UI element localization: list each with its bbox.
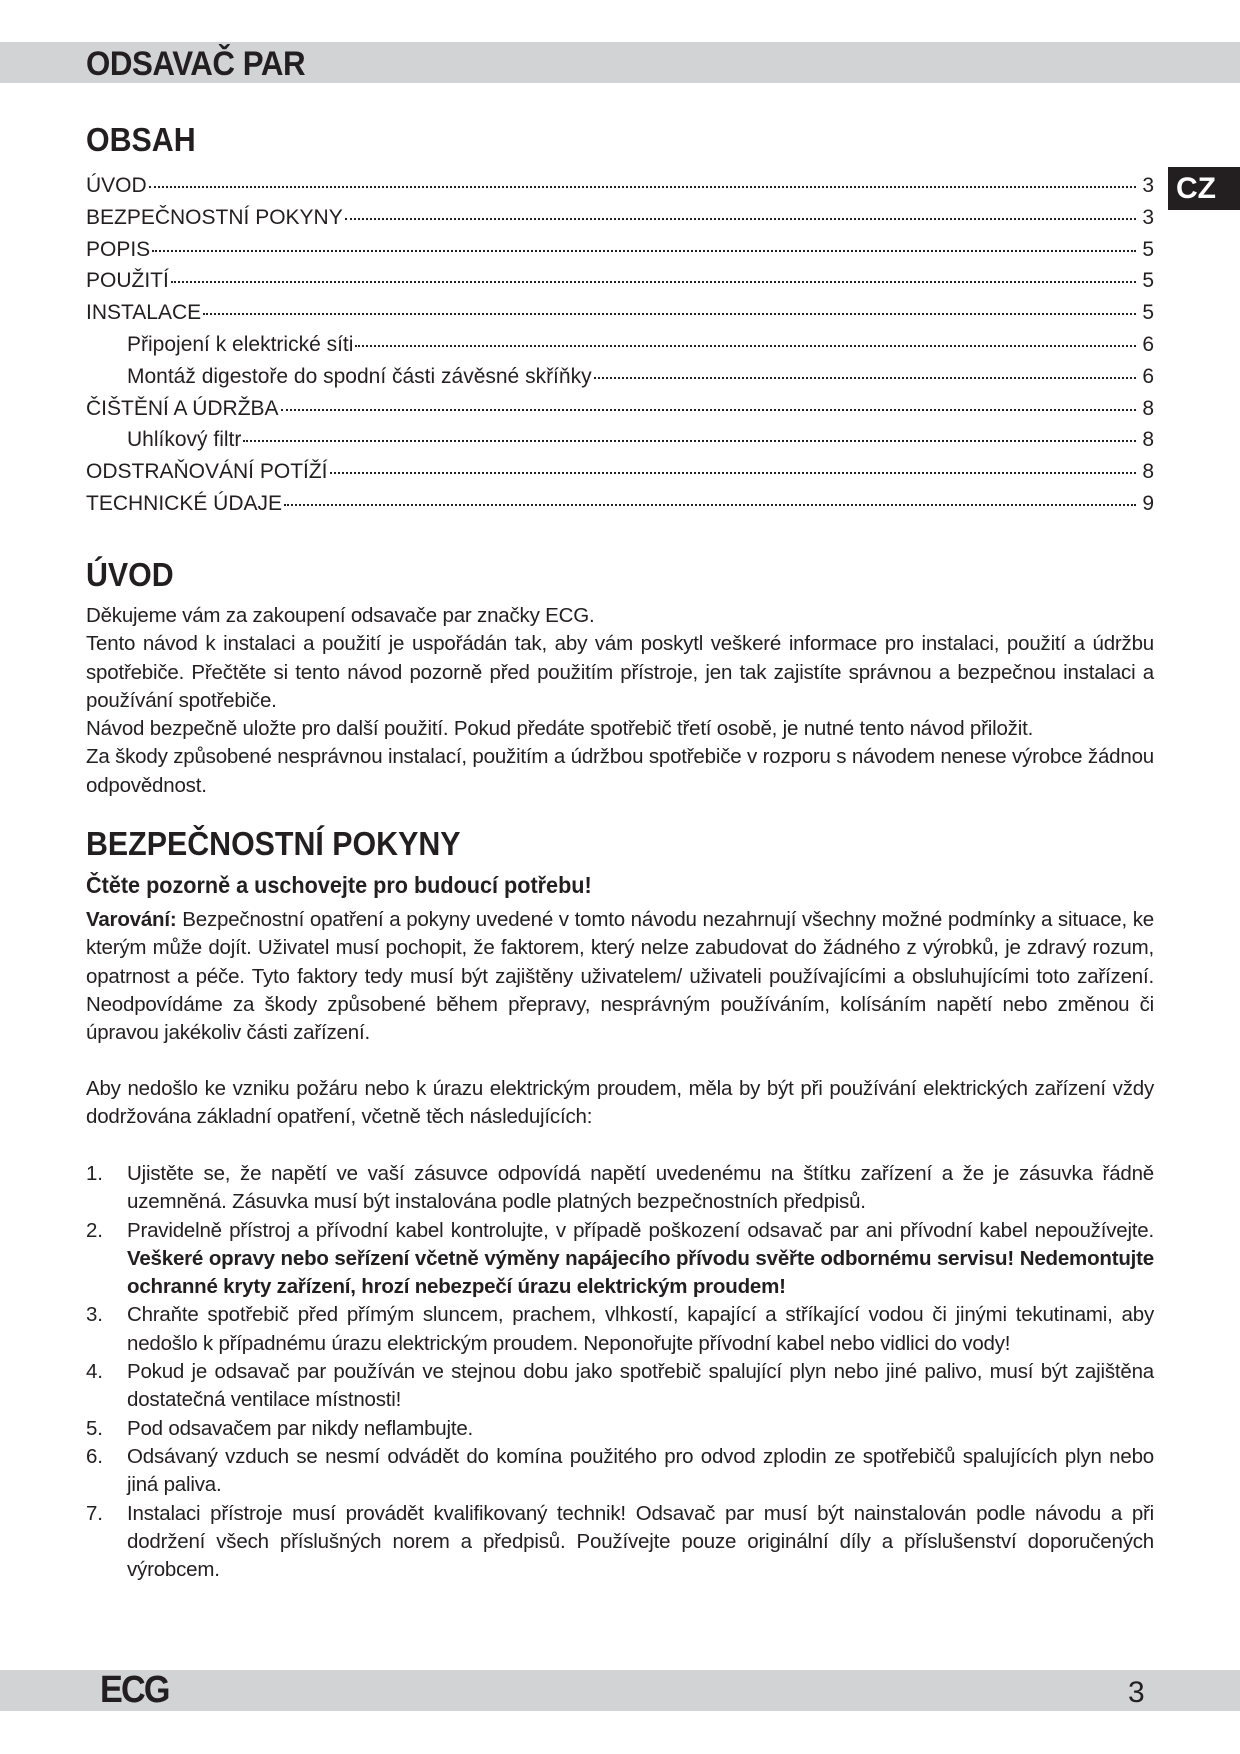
toc-entry-page: 9: [1142, 491, 1154, 515]
toc-leader-dots: [594, 377, 1136, 379]
toc-entry[interactable]: [86, 488, 1154, 520]
list-item-emphasis: Veškeré opravy nebo seřízení včetně výměny napájecího přívodu svěřte odbornému servisu! Nedemontujte ochranné kryty zařízení, hrozí nebezpečí úrazu elektrickým proudem!: [127, 1246, 1154, 1299]
intro-line: Děkujeme vám za zakoupení odsavače par značky ECG.: [86, 604, 595, 627]
toc-entry-label: BEZPEČNOSTNÍ POKYNY: [86, 205, 343, 229]
toc-leader-dots: [355, 345, 1136, 347]
safety-list-item: [86, 1160, 1154, 1217]
safety-list-item: [86, 1301, 1154, 1358]
list-item-text: Chraňte spotřebič před přímým sluncem, prachem, vlhkostí, kapající a stříkající vodou či jinými tekutinami, aby nedošlo k případnému úrazu elektrickým proudem. Neponořujte přívodní kabel nebo vidlici do vody!: [127, 1303, 1154, 1355]
toc-leader-dots: [330, 472, 1136, 474]
intro-line: Za škody způsobené nesprávnou instalací, použitím a údržbou spotřebiče v rozporu s návodem nenese výrobce žádnou odpovědnost.: [86, 745, 1154, 797]
toc-entry-page: 8: [1142, 428, 1154, 452]
toc-entry-label: Montáž digestoře do spodní části závěsné skříňky: [127, 364, 592, 388]
list-item-number: 2.: [86, 1218, 103, 1242]
warning-paragraph: [86, 906, 1154, 1047]
toc-leader-dots: [152, 250, 1136, 252]
list-item-number: 6.: [86, 1444, 103, 1468]
safety-heading: BEZPEČNOSTNÍ POKYNY: [86, 825, 461, 862]
list-item-text: Pokud je odsavač par používán ve stejnou dobu jako spotřebič spalující plyn nebo jiné palivo, musí být zajištěna dostatečná ventilace místnosti!: [127, 1360, 1154, 1412]
list-item-text: Pod odsavačem par nikdy neflambujte.: [127, 1416, 474, 1440]
toc-entry-label: ODSTRAŇOVÁNÍ POTÍŽÍ: [86, 460, 328, 484]
list-item-text: Pravidelně přístroj a přívodní kabel kontrolujte, v případě poškození odsavač par ani přívodní kabel nepoužívejte.: [127, 1218, 1154, 1242]
toc-entry-label: Připojení k elektrické síti: [127, 332, 354, 356]
toc-entry-page: 6: [1142, 332, 1154, 356]
toc-leader-dots: [149, 186, 1136, 188]
intro-line: Návod bezpečně uložte pro další použití. Pokud předáte spotřebič třetí osobě, je nutné tento návod přiložit.: [86, 717, 1034, 741]
safety-subheading: Čtěte pozorně a uschovejte pro budoucí potřebu!: [86, 872, 592, 898]
document-title: ODSAVAČ PAR: [86, 45, 306, 83]
toc-entry-page: 8: [1142, 396, 1154, 420]
list-item-number: 3.: [86, 1303, 103, 1327]
intro-line: Tento návod k instalaci a použití je uspořádán tak, aby vám poskytl veškeré informace pro instalaci, použití a údržbu spotřebiče. Přečtěte si tento návod pozorně před použitím přístroje, jen tak zajistíte správnou a bezpečnou instalaci a používání spotřebiče.: [86, 632, 1154, 712]
toc-entry-page: 3: [1142, 174, 1154, 197]
safety-list-item: [86, 1500, 1154, 1585]
page-number: 3: [1128, 1676, 1145, 1709]
toc-entry-label: INSTALACE: [86, 301, 202, 325]
toc-leader-dots: [281, 409, 1136, 411]
toc-entry[interactable]: [86, 424, 1154, 456]
list-item-number: 7.: [86, 1501, 103, 1525]
toc-leader-dots: [243, 440, 1136, 442]
list-item-number: 4.: [86, 1360, 103, 1384]
toc-entry[interactable]: [86, 361, 1154, 393]
toc-entry-page: 5: [1142, 301, 1154, 325]
toc-entry[interactable]: [86, 265, 1154, 297]
warning-text: Bezpečnostní opatření a pokyny uvedené v tomto návodu nezahrnují všechny možné podmínky a situace, ke kterým může dojít. Uživatel musí pochopit, že faktorem, který nelze zabudovat do žádného z výrobků, je zdravý rozum, opatrnost a péče. Tyto faktory tedy musí být zajištěny uživatelem/ uživateli používajícími a obsluhujícími toto zařízení. Neodpovídáme za škody způsobené během přepravy, nesprávným používáním, kolísáním napětí nebo změnou či úpravou jakékoliv části zařízení.: [86, 908, 1154, 1045]
intro-text: [86, 602, 1154, 800]
toc-leader-dots: [345, 218, 1136, 220]
toc-entry[interactable]: [86, 170, 1154, 202]
toc-entry[interactable]: [86, 202, 1154, 234]
toc-entry-page: 6: [1142, 364, 1154, 388]
warning-label: Varování:: [86, 908, 177, 931]
safety-list-item: [86, 1217, 1154, 1302]
toc-entry-label: POPIS: [86, 237, 151, 261]
language-tab: CZ: [1168, 167, 1240, 210]
list-item-text: Odsávaný vzduch se nesmí odvádět do komína použitého pro odvod zplodin ze spotřebičů spalujících plyn nebo jiná paliva.: [127, 1444, 1154, 1497]
ecg-logo: ECG: [100, 1669, 169, 1711]
toc-heading: OBSAH: [86, 121, 196, 158]
toc-leader-dots: [171, 281, 1136, 283]
toc-entry-label: ÚVOD: [86, 174, 147, 197]
footer-band: [0, 1670, 1240, 1711]
toc-entry[interactable]: [86, 456, 1154, 488]
list-item-text: Instalaci přístroje musí provádět kvalifikovaný technik! Odsavač par musí být nainstalován podle návodu a při dodržení všech příslušných norem a předpisů. Používejte pouze originální díly a příslušenství doporučených výrobcem.: [127, 1501, 1154, 1582]
toc-entry-label: Uhlíkový filtr: [127, 428, 242, 452]
toc-entry-page: 3: [1142, 205, 1154, 229]
safety-intro-paragraph: Aby nedošlo ke vzniku požáru nebo k úrazu elektrickým proudem, měla by být při používání elektrických zařízení vždy dodržována základní opatření, včetně těch následujících:: [86, 1077, 1154, 1129]
toc-entry-label: TECHNICKÉ ÚDAJE: [86, 491, 283, 515]
list-item-number: 5.: [86, 1416, 103, 1440]
safety-list-item: [86, 1443, 1154, 1500]
toc-leader-dots: [284, 504, 1136, 506]
safety-list-item: [86, 1415, 1154, 1443]
toc-entry[interactable]: [86, 393, 1154, 425]
intro-heading: ÚVOD: [86, 556, 174, 593]
toc-entry-label: POUŽITÍ: [86, 269, 169, 293]
toc-entry-page: 5: [1142, 237, 1154, 261]
toc-entry[interactable]: [86, 297, 1154, 329]
toc-entry-page: 5: [1142, 269, 1154, 293]
table-of-contents: [86, 170, 1154, 520]
safety-instructions-list: [86, 1160, 1154, 1584]
toc-entry-page: 8: [1142, 460, 1154, 484]
toc-entry[interactable]: [86, 234, 1154, 266]
toc-entry[interactable]: [86, 329, 1154, 361]
list-item-text: Ujistěte se, že napětí ve vaší zásuvce odpovídá napětí uvedenému na štítku zařízení a že je zásuvka řádně uzemněná. Zásuvka musí být instalována podle platných bezpečnostních předpisů.: [127, 1162, 1154, 1214]
safety-list-item: [86, 1358, 1154, 1415]
toc-leader-dots: [203, 313, 1136, 315]
list-item-number: 1.: [86, 1162, 103, 1185]
toc-entry-label: ČIŠTĚNÍ A ÚDRŽBA: [86, 396, 279, 420]
